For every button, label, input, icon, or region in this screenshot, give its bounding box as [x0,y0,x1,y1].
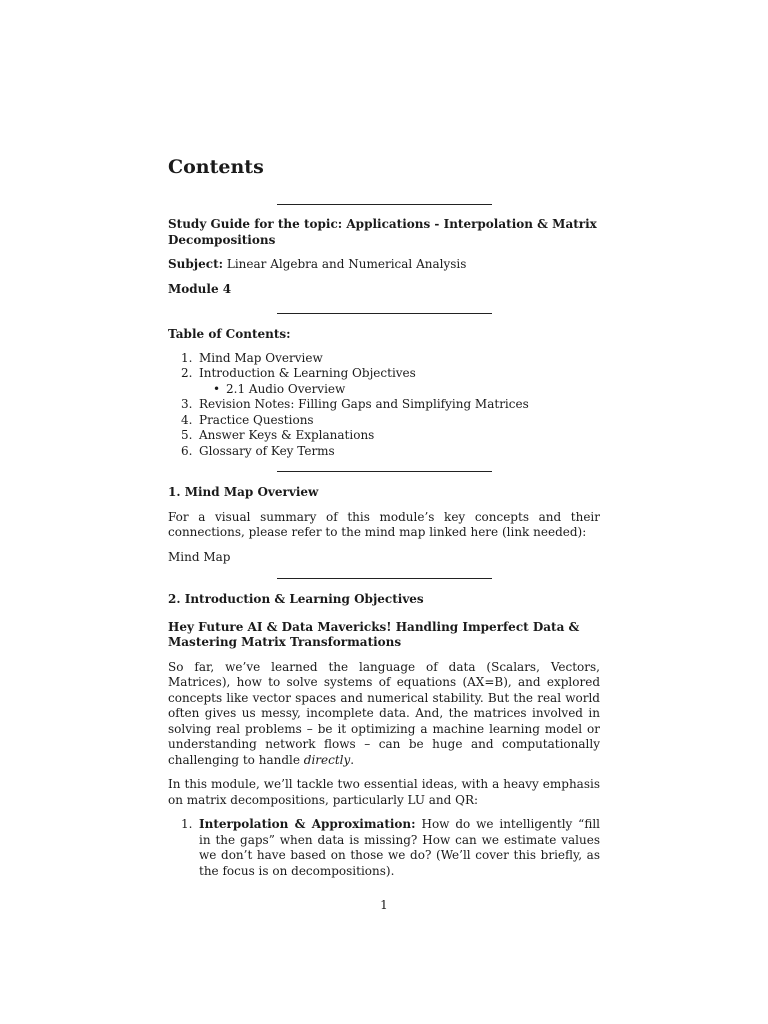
toc-item[interactable] [168,397,600,413]
mind-map-description: For a visual summary of this module’s key concepts and their connections, please refer to the mind map linked here (link needed): [168,509,600,539]
subject-label: Subject: [168,257,224,271]
objective-text: How do we intelligently “fill in the gaps” when data is missing? How can we estimate values we don’t have based on those we do? (We’ll cover this briefly, as the focus is on decompositions). [199,817,600,878]
section-heading-introduction: 2. Introduction & Learning Objectives [168,592,424,606]
objective-number: 1. [181,817,193,831]
toc-item[interactable] [168,444,600,460]
toc-list [168,351,600,460]
horizontal-rule [277,204,492,205]
horizontal-rule [277,313,492,314]
toc-subitem[interactable] [168,382,600,398]
toc-item-label: Glossary of Key Terms [199,443,335,458]
page-content [168,154,600,879]
subject-line [168,257,600,273]
introduction-subheading: Hey Future AI & Data Mavericks! Handling Imperfect Data & Mastering Matrix Transformations [168,619,580,649]
module-label: Module 4 [168,281,232,296]
toc-item-label: Revision Notes: Filling Gaps and Simplifying Matrices [199,397,529,411]
toc-item-label: 2.1 Audio Overview [226,381,346,396]
toc-item-label: Answer Keys & Explanations [199,428,375,442]
intro-text-end: . [350,752,355,767]
toc-item-number: 5. [181,428,193,442]
introduction-paragraph [168,660,600,769]
toc-item-label: Practice Questions [199,412,314,427]
toc-item-label: Mind Map Overview [199,350,323,365]
module-overview-paragraph: In this module, we’ll tackle two essential ideas, with a heavy emphasis on matrix decompositions, particularly LU and QR: [168,777,600,807]
toc-item-number: 3. [181,397,193,411]
toc-item[interactable] [168,413,600,429]
study-guide-title: Study Guide for the topic: Applications - Interpolation & Matrix Decompositions [168,217,597,247]
intro-text: So far, we’ve learned the language of data (Scalars, Vectors, Matrices), how to solve systems of equations (AX=B), and explored concepts like vector spaces and numerical stability. But the real world often gives us messy, incomplete data. And, the matrices involved in solving real problems – be it optimizing a machine learning model or understanding network flows – can be huge and computationally challenging to handle [168,659,600,767]
horizontal-rule [277,471,492,472]
section-heading-mind-map: 1. Mind Map Overview [168,485,319,499]
toc-item-number: 4. [181,412,193,427]
toc-item-number: 2. [181,366,193,380]
toc-item[interactable] [168,366,600,382]
toc-item-label: Introduction & Learning Objectives [199,366,416,380]
toc-heading: Table of Contents: [168,327,291,341]
toc-item-number: 6. [181,443,193,458]
subject-value: Linear Algebra and Numerical Analysis [226,257,467,271]
toc-item-number: 1. [181,350,193,365]
emphasis-text: directly [303,752,351,767]
contents-heading: Contents [168,156,264,178]
bullet-icon: • [213,381,221,396]
toc-item[interactable] [168,428,600,444]
mind-map-link[interactable]: Mind Map [168,549,231,564]
objective-title: Interpolation & Approximation: [199,817,416,831]
horizontal-rule [277,578,492,579]
toc-item[interactable] [168,351,600,367]
objective-item [168,817,600,879]
page-number: 1 [380,898,388,912]
